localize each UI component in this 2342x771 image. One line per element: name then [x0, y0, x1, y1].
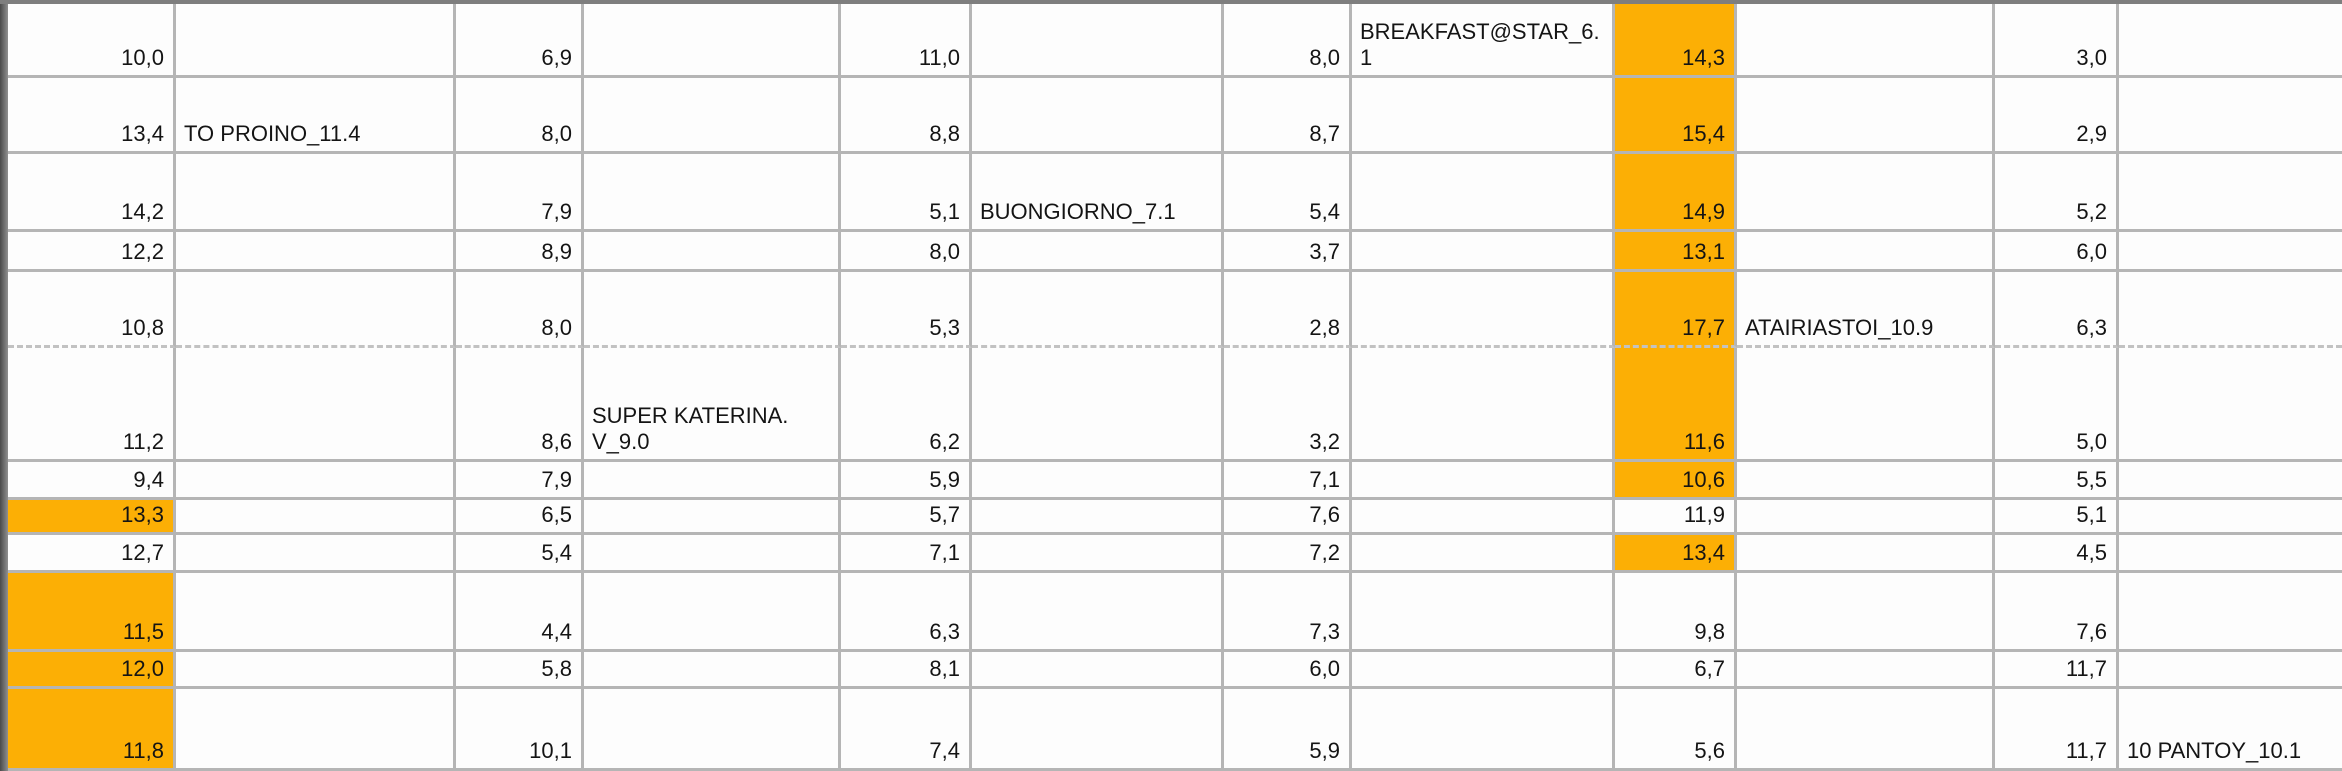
- cell-value: 5,7: [929, 502, 960, 528]
- cell-r1c9[interactable]: [1615, 4, 1737, 78]
- cell-label: [584, 493, 838, 497]
- cell-r6c3[interactable]: [456, 348, 584, 462]
- cell-r5c12[interactable]: [2119, 272, 2342, 348]
- window-left-edge: [0, 4, 8, 771]
- cell-value: 11,5: [122, 619, 164, 645]
- cell-r7c6[interactable]: [972, 462, 1224, 500]
- cell-r4c6[interactable]: [972, 232, 1224, 272]
- cell-r10c6[interactable]: [972, 573, 1224, 652]
- cell-label: [584, 341, 838, 345]
- cell-value: 6,3: [2076, 315, 2107, 341]
- cell-r4c3[interactable]: [456, 232, 584, 272]
- cell-r9c1[interactable]: [8, 535, 176, 573]
- cell-r11c5[interactable]: [841, 652, 972, 689]
- cell-r1c12[interactable]: [2119, 4, 2342, 78]
- cell-r12c2[interactable]: [176, 689, 456, 771]
- cell-r8c5[interactable]: [841, 500, 972, 535]
- cell-r9c12[interactable]: [2119, 535, 2342, 573]
- cell-r11c10[interactable]: [1737, 652, 1995, 689]
- cell-value: 5,1: [929, 199, 960, 225]
- cell-r12c4[interactable]: [584, 689, 841, 771]
- cell-label: [176, 341, 453, 345]
- cell-r6c5[interactable]: [841, 348, 972, 462]
- cell-r1c2[interactable]: [176, 4, 456, 78]
- cell-r1c7[interactable]: [1224, 4, 1352, 78]
- cell-value: 7,4: [929, 738, 960, 764]
- cell-r5c8[interactable]: [1352, 272, 1615, 348]
- cell-r7c1[interactable]: [8, 462, 176, 500]
- cell-r2c11[interactable]: [1995, 78, 2119, 154]
- cell-r8c7[interactable]: [1224, 500, 1352, 535]
- cell-label: [2119, 455, 2342, 459]
- cell-r8c1[interactable]: [8, 500, 176, 535]
- cell-value: 11,7: [2065, 656, 2107, 682]
- cell-r5c5[interactable]: [841, 272, 972, 348]
- cell-label: [2119, 566, 2342, 570]
- cell-r4c2[interactable]: [176, 232, 456, 272]
- cell-value: 12,7: [121, 540, 164, 566]
- cell-value: 17,7: [1682, 315, 1725, 341]
- cell-value: 10,8: [121, 315, 164, 341]
- cell-r2c7[interactable]: [1224, 78, 1352, 154]
- cell-value: 9,8: [1694, 619, 1725, 645]
- cell-r1c1[interactable]: [8, 4, 176, 78]
- cell-label: [584, 528, 838, 532]
- cell-value: 8,0: [541, 121, 572, 147]
- cell-label: SUPER KATERINA. V_9.0: [592, 403, 789, 455]
- cell-r3c2[interactable]: [176, 154, 456, 232]
- cell-value: 12,2: [121, 239, 164, 265]
- cell-r11c9[interactable]: [1615, 652, 1737, 689]
- cell-value: 14,9: [1682, 199, 1725, 225]
- cell-r9c6[interactable]: [972, 535, 1224, 573]
- cell-value: 11,8: [122, 738, 164, 764]
- cell-r1c8[interactable]: [1352, 4, 1615, 78]
- cell-r12c5[interactable]: [841, 689, 972, 771]
- cell-label: [1737, 265, 1992, 269]
- cell-label: [972, 566, 1221, 570]
- cell-value: 5,2: [2076, 199, 2107, 225]
- cell-r6c12[interactable]: [2119, 348, 2342, 462]
- cell-label: [584, 265, 838, 269]
- cell-label: [1737, 682, 1992, 686]
- cell-r8c3[interactable]: [456, 500, 584, 535]
- cell-r3c12[interactable]: [2119, 154, 2342, 232]
- cell-value: 9,4: [133, 467, 164, 493]
- cell-value: 14,3: [1682, 45, 1725, 71]
- cell-value: 10,0: [121, 45, 164, 71]
- cell-r5c2[interactable]: [176, 272, 456, 348]
- cell-r9c9[interactable]: [1615, 535, 1737, 573]
- cell-value: 7,9: [541, 467, 572, 493]
- cell-r7c10[interactable]: [1737, 462, 1995, 500]
- cell-value: 4,5: [2076, 540, 2107, 566]
- cell-label: [1737, 764, 1992, 768]
- cell-r1c5[interactable]: [841, 4, 972, 78]
- cell-label: [972, 147, 1221, 151]
- cell-label: [1737, 147, 1992, 151]
- cell-label: [176, 764, 453, 768]
- cell-value: 3,0: [2076, 45, 2107, 71]
- cell-r3c6[interactable]: [972, 154, 1224, 232]
- cell-value: 5,8: [541, 656, 572, 682]
- cell-value: 6,5: [541, 502, 572, 528]
- cell-label: [972, 341, 1221, 345]
- cell-r11c4[interactable]: [584, 652, 841, 689]
- cell-value: 7,1: [1309, 467, 1340, 493]
- cell-value: 7,6: [1309, 502, 1340, 528]
- cell-r12c10[interactable]: [1737, 689, 1995, 771]
- cell-r10c7[interactable]: [1224, 573, 1352, 652]
- cell-r2c5[interactable]: [841, 78, 972, 154]
- cell-label: [1352, 764, 1612, 768]
- cell-r12c11[interactable]: [1995, 689, 2119, 771]
- cell-r11c3[interactable]: [456, 652, 584, 689]
- cell-r6c2[interactable]: [176, 348, 456, 462]
- cell-value: 8,0: [929, 239, 960, 265]
- cell-r4c5[interactable]: [841, 232, 972, 272]
- cell-value: 5,1: [2076, 502, 2107, 528]
- cell-label: [1352, 147, 1612, 151]
- cell-value: 2,9: [2076, 121, 2107, 147]
- cell-r11c8[interactable]: [1352, 652, 1615, 689]
- cell-r11c7[interactable]: [1224, 652, 1352, 689]
- cell-value: 6,2: [929, 429, 960, 455]
- cell-r2c10[interactable]: [1737, 78, 1995, 154]
- cell-label: [2119, 341, 2342, 345]
- cell-value: 6,9: [541, 45, 572, 71]
- cell-label: [584, 225, 838, 229]
- cell-r7c9[interactable]: [1615, 462, 1737, 500]
- cell-r6c7[interactable]: [1224, 348, 1352, 462]
- cell-r7c4[interactable]: [584, 462, 841, 500]
- cell-r12c8[interactable]: [1352, 689, 1615, 771]
- cell-r5c7[interactable]: [1224, 272, 1352, 348]
- cell-r9c5[interactable]: [841, 535, 972, 573]
- cell-label: [1737, 566, 1992, 570]
- cell-label: [1352, 225, 1612, 229]
- cell-r7c8[interactable]: [1352, 462, 1615, 500]
- cell-label: [1352, 566, 1612, 570]
- cell-value: 13,1: [1682, 239, 1725, 265]
- cell-label: [972, 493, 1221, 497]
- cell-r5c10[interactable]: [1737, 272, 1995, 348]
- cell-r2c3[interactable]: [456, 78, 584, 154]
- cell-label: [972, 645, 1221, 649]
- cell-r7c7[interactable]: [1224, 462, 1352, 500]
- cell-label: [1737, 645, 1992, 649]
- cell-r4c11[interactable]: [1995, 232, 2119, 272]
- cell-value: 3,2: [1309, 429, 1340, 455]
- cell-r8c12[interactable]: [2119, 500, 2342, 535]
- cell-r10c11[interactable]: [1995, 573, 2119, 652]
- cell-r9c2[interactable]: [176, 535, 456, 573]
- cell-r7c3[interactable]: [456, 462, 584, 500]
- cell-label: [176, 455, 453, 459]
- cell-value: 11,0: [918, 45, 960, 71]
- cell-label: [176, 493, 453, 497]
- cell-r2c6[interactable]: [972, 78, 1224, 154]
- cell-value: 8,1: [929, 656, 960, 682]
- cell-value: 4,4: [541, 619, 572, 645]
- cell-label: [176, 566, 453, 570]
- cell-r6c6[interactable]: [972, 348, 1224, 462]
- cell-r12c1[interactable]: [8, 689, 176, 771]
- cell-label: [972, 265, 1221, 269]
- cell-r7c5[interactable]: [841, 462, 972, 500]
- cell-r3c1[interactable]: [8, 154, 176, 232]
- cell-label: [2119, 493, 2342, 497]
- cell-r8c2[interactable]: [176, 500, 456, 535]
- cell-r7c11[interactable]: [1995, 462, 2119, 500]
- cell-label: [1352, 645, 1612, 649]
- cell-r4c7[interactable]: [1224, 232, 1352, 272]
- cell-label: [2119, 225, 2342, 229]
- cell-value: 11,7: [2065, 738, 2107, 764]
- cell-r11c1[interactable]: [8, 652, 176, 689]
- cell-r9c11[interactable]: [1995, 535, 2119, 573]
- cell-r1c11[interactable]: [1995, 4, 2119, 78]
- cell-label: [1352, 682, 1612, 686]
- cell-label: [1352, 455, 1612, 459]
- cell-label: [176, 645, 453, 649]
- cell-value: 11,6: [1683, 429, 1725, 455]
- cell-r10c2[interactable]: [176, 573, 456, 652]
- cell-label: [2119, 528, 2342, 532]
- cell-r12c12[interactable]: [2119, 689, 2342, 771]
- cell-label: [176, 225, 453, 229]
- cell-r10c9[interactable]: [1615, 573, 1737, 652]
- cell-label: [584, 645, 838, 649]
- cell-r6c8[interactable]: [1352, 348, 1615, 462]
- cell-value: 5,5: [2076, 467, 2107, 493]
- cell-r3c9[interactable]: [1615, 154, 1737, 232]
- cell-value: 5,3: [929, 315, 960, 341]
- cell-value: 5,6: [1694, 738, 1725, 764]
- cell-label: [584, 764, 838, 768]
- cell-r4c8[interactable]: [1352, 232, 1615, 272]
- cell-value: 7,3: [1309, 619, 1340, 645]
- cell-r3c4[interactable]: [584, 154, 841, 232]
- cell-r10c5[interactable]: [841, 573, 972, 652]
- cell-r8c10[interactable]: [1737, 500, 1995, 535]
- cell-r5c1[interactable]: [8, 272, 176, 348]
- cell-label: [176, 682, 453, 686]
- cell-r9c4[interactable]: [584, 535, 841, 573]
- cell-label: [176, 265, 453, 269]
- cell-r6c10[interactable]: [1737, 348, 1995, 462]
- cell-value: 5,9: [1309, 738, 1340, 764]
- cell-label: TO PROINO_11.4: [184, 121, 361, 147]
- cell-r10c10[interactable]: [1737, 573, 1995, 652]
- cell-r3c7[interactable]: [1224, 154, 1352, 232]
- cell-label: [584, 147, 838, 151]
- cell-value: 8,0: [541, 315, 572, 341]
- cell-r8c9[interactable]: [1615, 500, 1737, 535]
- cell-r1c3[interactable]: [456, 4, 584, 78]
- cell-label: [1352, 341, 1612, 345]
- cell-value: 14,2: [121, 199, 164, 225]
- cell-label: BUONGIORNO_7.1: [980, 199, 1176, 225]
- cell-label: [972, 455, 1221, 459]
- cell-label: [584, 566, 838, 570]
- cell-value: 3,7: [1309, 239, 1340, 265]
- cell-r11c6[interactable]: [972, 652, 1224, 689]
- cell-r5c4[interactable]: [584, 272, 841, 348]
- cell-value: 8,7: [1309, 121, 1340, 147]
- cell-value: 10,6: [1682, 467, 1725, 493]
- cell-value: 8,8: [929, 121, 960, 147]
- cell-r9c10[interactable]: [1737, 535, 1995, 573]
- cell-r2c12[interactable]: [2119, 78, 2342, 154]
- cell-label: [1737, 493, 1992, 497]
- cell-r6c9[interactable]: [1615, 348, 1737, 462]
- cell-r2c1[interactable]: [8, 78, 176, 154]
- cell-label: [1352, 265, 1612, 269]
- cell-r8c11[interactable]: [1995, 500, 2119, 535]
- cell-label: [2119, 682, 2342, 686]
- cell-r3c3[interactable]: [456, 154, 584, 232]
- cell-r2c2[interactable]: [176, 78, 456, 154]
- cell-r8c8[interactable]: [1352, 500, 1615, 535]
- cell-label: [584, 682, 838, 686]
- cell-r10c3[interactable]: [456, 573, 584, 652]
- cell-r7c12[interactable]: [2119, 462, 2342, 500]
- cell-label: [176, 71, 453, 75]
- cell-r5c3[interactable]: [456, 272, 584, 348]
- cell-r11c12[interactable]: [2119, 652, 2342, 689]
- cell-r12c6[interactable]: [972, 689, 1224, 771]
- cell-r3c8[interactable]: [1352, 154, 1615, 232]
- cell-r3c5[interactable]: [841, 154, 972, 232]
- cell-label: [1737, 71, 1992, 75]
- cell-r6c4[interactable]: [584, 348, 841, 462]
- cell-value: 8,6: [541, 429, 572, 455]
- cell-label: [584, 71, 838, 75]
- cell-r4c12[interactable]: [2119, 232, 2342, 272]
- cell-value: 6,0: [1309, 656, 1340, 682]
- cell-label: [176, 528, 453, 532]
- cell-r1c4[interactable]: [584, 4, 841, 78]
- cell-r4c4[interactable]: [584, 232, 841, 272]
- cell-r2c8[interactable]: [1352, 78, 1615, 154]
- cell-value: 5,9: [929, 467, 960, 493]
- cell-r6c1[interactable]: [8, 348, 176, 462]
- cell-label: [2119, 265, 2342, 269]
- cell-r12c3[interactable]: [456, 689, 584, 771]
- cell-r12c7[interactable]: [1224, 689, 1352, 771]
- cell-r2c9[interactable]: [1615, 78, 1737, 154]
- cell-r5c9[interactable]: [1615, 272, 1737, 348]
- cell-r4c10[interactable]: [1737, 232, 1995, 272]
- cell-r6c11[interactable]: [1995, 348, 2119, 462]
- cell-r2c4[interactable]: [584, 78, 841, 154]
- cell-r3c10[interactable]: [1737, 154, 1995, 232]
- cell-r7c2[interactable]: [176, 462, 456, 500]
- cell-value: 12,0: [121, 656, 164, 682]
- cell-label: [1352, 528, 1612, 532]
- cell-value: 7,1: [929, 540, 960, 566]
- cell-label: [1737, 225, 1992, 229]
- cell-value: 5,4: [1309, 199, 1340, 225]
- cell-label: [2119, 645, 2342, 649]
- cell-r4c9[interactable]: [1615, 232, 1737, 272]
- cell-label: [972, 764, 1221, 768]
- cell-r9c7[interactable]: [1224, 535, 1352, 573]
- cell-value: 11,9: [1683, 502, 1725, 528]
- cell-r5c6[interactable]: [972, 272, 1224, 348]
- cell-label: [972, 528, 1221, 532]
- cell-value: 6,7: [1694, 656, 1725, 682]
- cell-r8c6[interactable]: [972, 500, 1224, 535]
- cell-r10c4[interactable]: [584, 573, 841, 652]
- cell-value: 8,9: [541, 239, 572, 265]
- cell-value: 8,0: [1309, 45, 1340, 71]
- cell-r1c6[interactable]: [972, 4, 1224, 78]
- cell-r11c2[interactable]: [176, 652, 456, 689]
- cell-value: 13,4: [1682, 540, 1725, 566]
- cell-r10c8[interactable]: [1352, 573, 1615, 652]
- cell-label: 10 PANTOY_10.1: [2127, 738, 2302, 764]
- cell-value: 7,2: [1309, 540, 1340, 566]
- cell-value: 2,8: [1309, 315, 1340, 341]
- spreadsheet-grid: [8, 4, 2342, 771]
- cell-label: [2119, 147, 2342, 151]
- cell-label: BREAKFAST@STAR_6.1: [1360, 19, 1600, 71]
- cell-r1c10[interactable]: [1737, 4, 1995, 78]
- cell-label: [972, 71, 1221, 75]
- cell-r11c11[interactable]: [1995, 652, 2119, 689]
- cell-r9c8[interactable]: [1352, 535, 1615, 573]
- cell-value: 15,4: [1682, 121, 1725, 147]
- cell-value: 6,3: [929, 619, 960, 645]
- cell-label: [1352, 493, 1612, 497]
- cell-value: 13,4: [121, 121, 164, 147]
- cell-r4c1[interactable]: [8, 232, 176, 272]
- cell-value: 11,2: [122, 429, 164, 455]
- cell-value: 7,6: [2076, 619, 2107, 645]
- cell-label: [1737, 455, 1992, 459]
- cell-value: 13,3: [121, 502, 164, 528]
- cell-label: [972, 682, 1221, 686]
- cell-label: [1737, 528, 1992, 532]
- cell-r3c11[interactable]: [1995, 154, 2119, 232]
- cell-r12c9[interactable]: [1615, 689, 1737, 771]
- cell-value: 5,4: [541, 540, 572, 566]
- cell-value: 6,0: [2076, 239, 2107, 265]
- cell-r10c12[interactable]: [2119, 573, 2342, 652]
- cell-r5c11[interactable]: [1995, 272, 2119, 348]
- cell-r8c4[interactable]: [584, 500, 841, 535]
- cell-r10c1[interactable]: [8, 573, 176, 652]
- cell-value: 5,0: [2076, 429, 2107, 455]
- cell-r9c3[interactable]: [456, 535, 584, 573]
- cell-label: ATAIRIASTOI_10.9: [1745, 315, 1934, 341]
- cell-label: [2119, 71, 2342, 75]
- cell-value: 7,9: [541, 199, 572, 225]
- cell-value: 10,1: [529, 738, 572, 764]
